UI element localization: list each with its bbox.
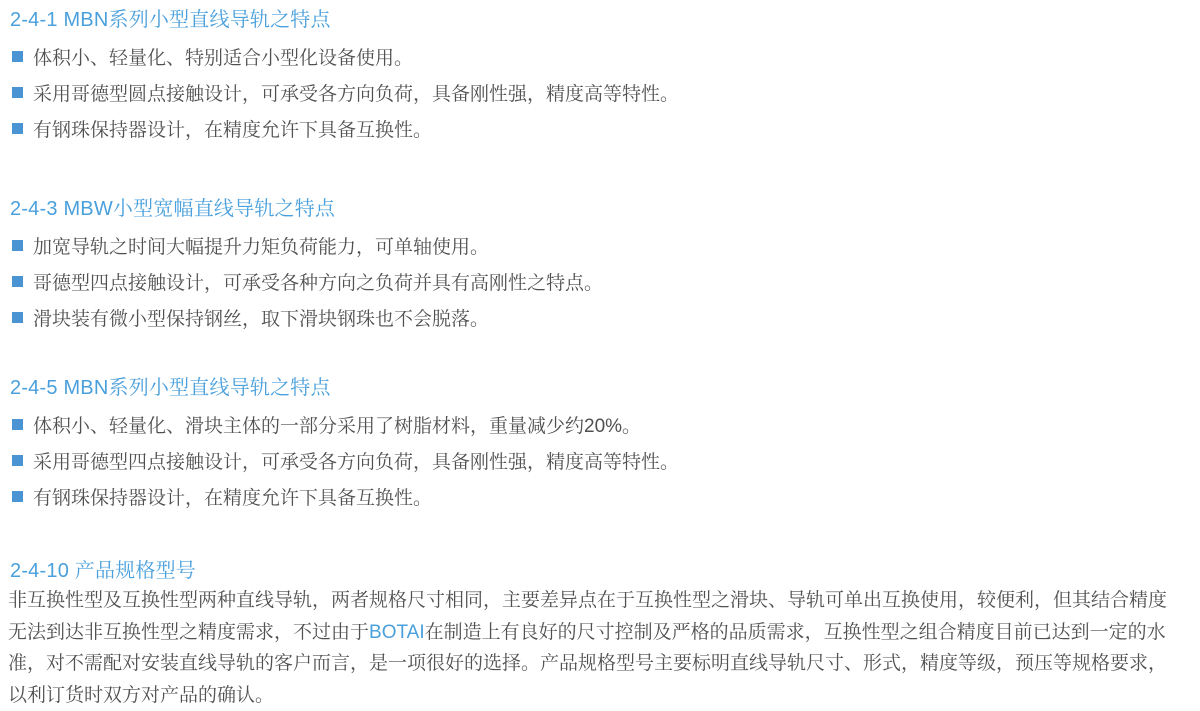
section-heading: 2-4-10 产品规格型号	[10, 560, 196, 582]
bullet-square-icon	[12, 276, 23, 287]
bullet-text: 滑块装有微小型保持钢丝，取下滑块钢珠也不会脱落。	[33, 308, 490, 330]
spec-paragraph	[8, 585, 1180, 711]
bullet-text: 哥德型四点接触设计，可承受各种方向之负荷并具有高刚性之特点。	[33, 272, 604, 294]
bullet-square-icon	[12, 455, 23, 466]
bullet-square-icon	[12, 312, 23, 323]
bullet-text: 加宽导轨之时间大幅提升力矩负荷能力，可单轴使用。	[33, 236, 490, 258]
bullet-square-icon	[12, 491, 23, 502]
bullet-square-icon	[12, 51, 23, 62]
section-2-4-5	[8, 374, 1186, 514]
feature-bullet	[8, 263, 1186, 299]
feature-list	[8, 38, 1186, 146]
paragraph-text-after-brand: 在制造上有良好的尺寸控制及严格的品质需求，互换性型之组合精度目前已达到一定的水准，对不需配对安装直线导轨的客户而言，是一项很好的选择。产品规格型号主要标明直线导轨尺寸、形式，精度等级，预压等规格要求，以利订货时双方对产品的确认。	[8, 621, 1168, 706]
feature-bullet	[8, 406, 1186, 442]
feature-bullet	[8, 299, 1186, 335]
brand-name-highlight: BOTAI	[369, 621, 425, 643]
paragraph-text-before-brand: 非互换性型及互换性型两种直线导轨，两者规格尺寸相同，主要差异点在于互换性型之滑块、导轨可单出互换使用，较便利，但其结合精度无法到达非互换性型之精度需求，不过由于	[8, 590, 1168, 643]
bullet-square-icon	[12, 240, 23, 251]
feature-bullet	[8, 110, 1186, 146]
section-2-4-3	[8, 195, 1186, 335]
section-2-4-10	[8, 557, 1186, 711]
feature-bullet	[8, 478, 1186, 514]
feature-list	[8, 406, 1186, 514]
feature-bullet	[8, 38, 1186, 74]
feature-bullet	[8, 442, 1186, 478]
section-heading: 2-4-1 MBN系列小型直线导轨之特点	[10, 9, 331, 31]
bullet-square-icon	[12, 87, 23, 98]
section-2-4-1	[8, 6, 1186, 146]
bullet-text: 体积小、轻量化、滑块主体的一部分采用了树脂材料，重量减少约20%。	[33, 415, 642, 437]
section-heading: 2-4-3 MBW小型宽幅直线导轨之特点	[10, 198, 336, 220]
feature-list	[8, 227, 1186, 335]
bullet-text: 采用哥德型圆点接触设计，可承受各方向负荷，具备刚性强，精度高等特性。	[33, 83, 680, 105]
feature-bullet	[8, 227, 1186, 263]
section-heading: 2-4-5 MBN系列小型直线导轨之特点	[10, 377, 331, 399]
bullet-text: 采用哥德型四点接触设计，可承受各方向负荷，具备刚性强，精度高等特性。	[33, 451, 680, 473]
feature-bullet	[8, 74, 1186, 110]
bullet-square-icon	[12, 123, 23, 134]
bullet-text: 有钢珠保持器设计，在精度允许下具备互换性。	[33, 487, 433, 509]
bullet-text: 有钢珠保持器设计，在精度允许下具备互换性。	[33, 119, 433, 141]
bullet-square-icon	[12, 419, 23, 430]
bullet-text: 体积小、轻量化、特别适合小型化设备使用。	[33, 47, 414, 69]
